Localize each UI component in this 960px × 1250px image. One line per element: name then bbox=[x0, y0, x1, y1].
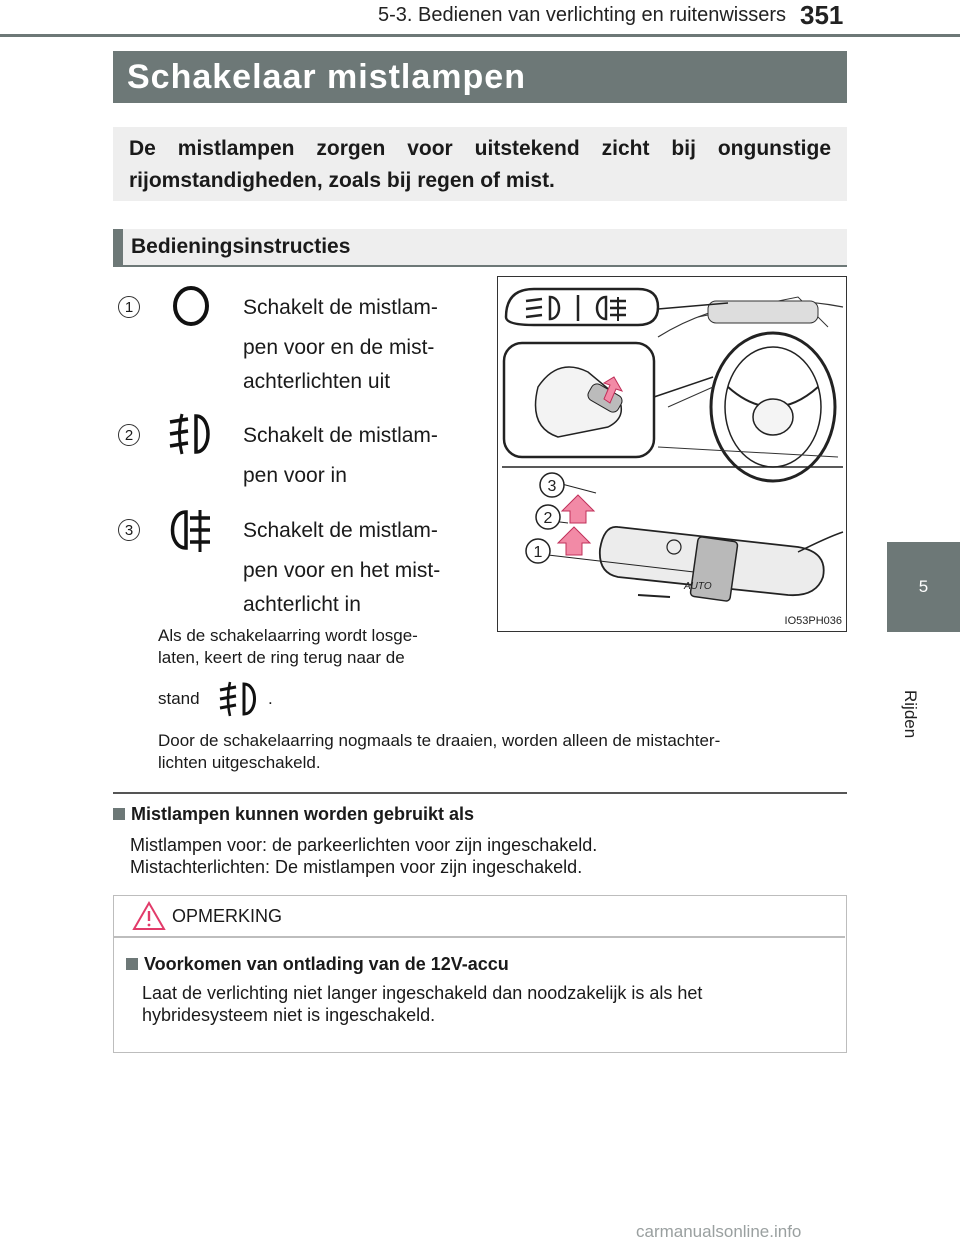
condition-body bbox=[130, 834, 597, 878]
notice-subheading bbox=[126, 954, 509, 975]
condition-line-1: Mistlampen voor: de parkeerlichten voor zijn ingeschakeld. bbox=[130, 835, 598, 855]
front-fog-lamp-icon bbox=[166, 410, 216, 458]
return-note-line-1: Als de schakelaarring wordt losge- bbox=[158, 626, 418, 645]
item-3-line-3: achterlicht in bbox=[243, 593, 361, 616]
illustration-drawing bbox=[498, 277, 845, 630]
item-2-line-1: Schakelt de mistlam- bbox=[243, 424, 438, 447]
figure-label-3: 3 bbox=[547, 478, 557, 495]
return-note-line-3-prefix: stand bbox=[158, 689, 200, 708]
chapter-label: Rijden bbox=[901, 690, 920, 739]
figure-code: IO53PH036 bbox=[784, 615, 842, 627]
item-1-number: 1 bbox=[118, 296, 140, 318]
bullet-square-icon bbox=[113, 808, 125, 820]
off-circle-icon bbox=[168, 284, 214, 328]
item-1-text bbox=[243, 288, 465, 402]
figure-label-1: 1 bbox=[533, 544, 543, 561]
chapter-label-wrap bbox=[900, 690, 920, 750]
item-3-line-1: Schakelt de mistlam- bbox=[243, 519, 438, 542]
condition-heading bbox=[113, 804, 474, 825]
item-3-line-2: pen voor en het mist- bbox=[243, 559, 441, 582]
item-1-line-3: achterlichten uit bbox=[243, 370, 391, 393]
return-note bbox=[158, 625, 476, 669]
item-2-line-2: pen voor in bbox=[243, 464, 347, 487]
return-note-line-2: laten, keert de ring terug naar de bbox=[158, 648, 405, 667]
section-divider bbox=[113, 792, 847, 794]
item-1-line-1: Schakelt de mistlam- bbox=[243, 296, 438, 319]
running-header: 5-3. Bedienen van verlichting en ruitenwissers bbox=[378, 4, 786, 26]
page-number: 351 bbox=[800, 0, 844, 30]
item-3-number: 3 bbox=[118, 519, 140, 541]
chapter-tab[interactable] bbox=[887, 542, 960, 632]
page-title: Schakelaar mistlampen bbox=[113, 51, 847, 103]
notice-line-2: hybridesysteem niet is ingeschakeld. bbox=[142, 1005, 436, 1025]
item-2-text bbox=[243, 416, 465, 496]
notice-line-1: Laat de verlichting niet langer ingeschakeld dan noodzakelijk is als het bbox=[142, 983, 703, 1003]
watermark: carmanualsonline.info bbox=[636, 1222, 802, 1241]
item-2-number: 2 bbox=[118, 424, 140, 446]
note-2 bbox=[158, 730, 848, 774]
chapter-number: 5 bbox=[918, 577, 929, 596]
illustration-fog-switch bbox=[497, 276, 847, 632]
section-rule bbox=[113, 265, 847, 267]
notice-box bbox=[113, 895, 847, 1053]
item-3-text bbox=[243, 511, 465, 625]
front-fog-lamp-small-icon bbox=[214, 680, 266, 718]
note-2-line-2: lichten uitgeschakeld. bbox=[158, 753, 321, 772]
header-rule bbox=[0, 34, 960, 37]
notice-bullet-square-icon bbox=[126, 958, 138, 970]
notice-subheading-text: Voorkomen van ontlading van de 12V-accu bbox=[144, 954, 509, 974]
section-heading: Bedieningsinstructies bbox=[113, 229, 847, 265]
condition-line-2: Mistachterlichten: De mistlampen voor zijn ingeschakeld. bbox=[130, 857, 583, 877]
item-1-line-2: pen voor en de mist- bbox=[243, 336, 435, 359]
return-note-line-3-suffix: . bbox=[268, 689, 273, 708]
notice-head-rule bbox=[114, 936, 845, 938]
notice-title: OPMERKING bbox=[172, 906, 283, 926]
rear-fog-lamp-icon bbox=[164, 506, 216, 554]
intro-box bbox=[113, 127, 847, 201]
lever-auto-text: AUTO bbox=[684, 581, 712, 592]
figure-label-2: 2 bbox=[543, 510, 553, 527]
condition-heading-text: Mistlampen kunnen worden gebruikt als bbox=[131, 804, 475, 824]
intro-text: De mistlampen zorgen voor uitstekend zicht bij ongunstige rijomstandigheden, zoals bij regen of mist. bbox=[129, 137, 831, 192]
note-2-line-1: Door de schakelaarring nogmaals te draaien, worden alleen de mistachter- bbox=[158, 731, 721, 750]
warning-triangle-icon bbox=[132, 900, 166, 932]
notice-body bbox=[142, 982, 832, 1026]
